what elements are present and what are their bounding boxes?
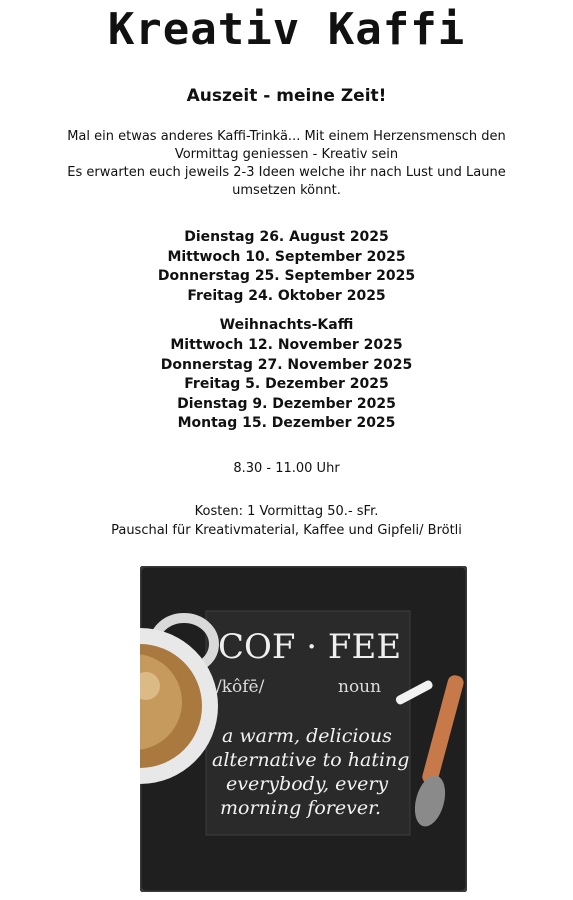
photo-phonetic: /kôfē/ bbox=[216, 677, 265, 697]
cost-text bbox=[0, 502, 573, 540]
event-dates bbox=[0, 228, 573, 434]
intro-line: Es erwarten euch jeweils 2-3 Ideen welche ihr nach Lust und Laune bbox=[67, 165, 506, 180]
date-item: Donnerstag 25. September 2025 bbox=[157, 268, 416, 285]
date-item: Dienstag 9. Dezember 2025 bbox=[177, 395, 396, 412]
page-title: Kreativ Kaffi bbox=[107, 4, 466, 55]
weihnachts-heading: Weihnachts-Kaffi bbox=[219, 317, 354, 334]
photo-definition-line: alternative to hating bbox=[212, 749, 410, 771]
photo-word: COF · FEE bbox=[218, 627, 402, 667]
photo-definition-line: everybody, every bbox=[226, 773, 389, 795]
date-item: Dienstag 26. August 2025 bbox=[184, 229, 389, 245]
date-item: Freitag 24. Oktober 2025 bbox=[187, 287, 386, 304]
date-item: Freitag 5. Dezember 2025 bbox=[184, 376, 389, 393]
intro-line: Mal ein etwas anderes Kaffi-Trinkä... Mit einem Herzensmensch den bbox=[67, 129, 506, 144]
cost-line: Pauschal für Kreativmaterial, Kaffee und Gipfeli/ Brötli bbox=[111, 523, 462, 538]
intro-line: umsetzen könnt. bbox=[232, 183, 341, 198]
cost-line: Kosten: 1 Vormittag 50.- sFr. bbox=[194, 504, 379, 519]
date-item: Donnerstag 27. November 2025 bbox=[160, 356, 413, 373]
time-text: 8.30 - 11.00 Uhr bbox=[233, 461, 340, 476]
photo-pos: noun bbox=[338, 677, 382, 697]
intro-line: Vormittag geniessen - Kreativ sein bbox=[174, 147, 399, 162]
date-item: Mittwoch 12. November 2025 bbox=[170, 336, 403, 353]
spacer bbox=[0, 306, 573, 316]
photo-definition-line: morning forever. bbox=[220, 797, 382, 819]
photo-definition-line: a warm, delicious bbox=[222, 725, 392, 747]
intro-text bbox=[20, 128, 553, 200]
date-item: Mittwoch 10. September 2025 bbox=[167, 248, 406, 265]
date-item: Montag 15. Dezember 2025 bbox=[177, 415, 396, 432]
coffee-photo bbox=[140, 566, 467, 892]
page-subtitle: Auszeit - meine Zeit! bbox=[186, 86, 387, 106]
